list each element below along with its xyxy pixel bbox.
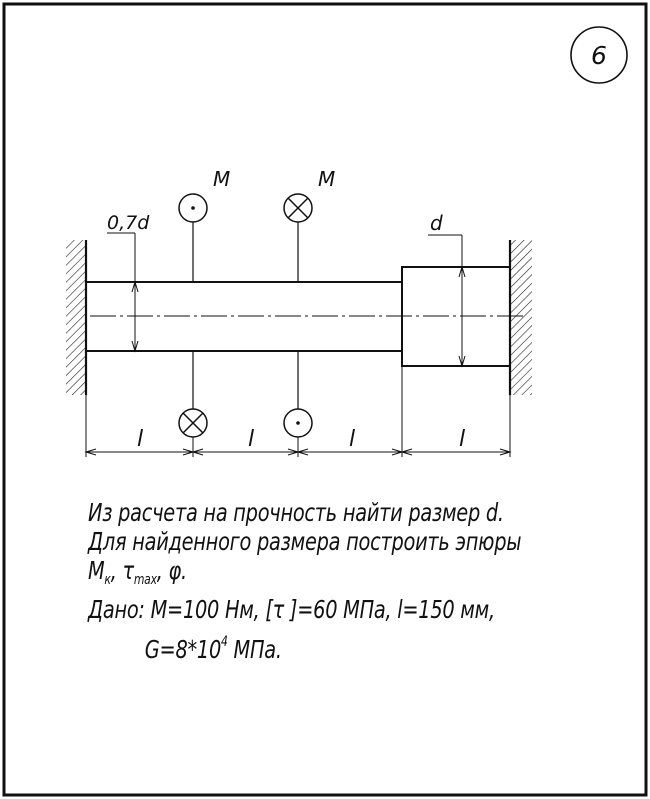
- task-line-3: $M_к$, $\tau_{max}$, φ.: [88, 556, 187, 588]
- label-span-2: l: [248, 427, 255, 452]
- label-span-1: l: [137, 427, 144, 452]
- label-span-3: l: [349, 427, 356, 452]
- torque-subscript: к: [104, 572, 111, 588]
- moment-top-left-dot-symbol: [179, 194, 207, 282]
- task-statement: [88, 498, 552, 664]
- task-line-2: Для найденного размера построить эпюры: [88, 527, 522, 556]
- label-large-diameter: d: [430, 211, 443, 235]
- sheet-frame: [4, 4, 646, 795]
- torque-symbol: M: [88, 556, 105, 585]
- moment-top-right-cross-symbol: [284, 194, 312, 282]
- right-wall-support: [510, 240, 532, 395]
- sheet-number: 6: [591, 41, 607, 70]
- task-line-4: Дано: M=100 Нм, [τ ]=60 МПа, l=150 мм,: [88, 595, 495, 624]
- dimension-small-diameter: [107, 233, 138, 351]
- moment-bottom-left-cross-symbol: [179, 351, 207, 437]
- moment-bottom-right-dot-symbol: [284, 351, 312, 437]
- tau-subscript: max: [133, 572, 157, 588]
- tau-symbol: τ: [122, 556, 134, 585]
- dimension-large-diameter: [428, 235, 465, 366]
- label-small-diameter: 0,7d: [107, 212, 150, 234]
- label-moment-top-right: M: [318, 167, 336, 191]
- exponent: 4: [221, 634, 228, 650]
- label-span-4: l: [459, 427, 466, 452]
- sheet-number-badge: [571, 27, 627, 83]
- task-line-1: Из расчета на прочность найти размер d.: [88, 498, 504, 527]
- left-wall-support: [66, 240, 86, 395]
- label-moment-top-left: M: [213, 167, 231, 191]
- task-line-5: $G=8*10^4$ МПа.: [144, 634, 282, 664]
